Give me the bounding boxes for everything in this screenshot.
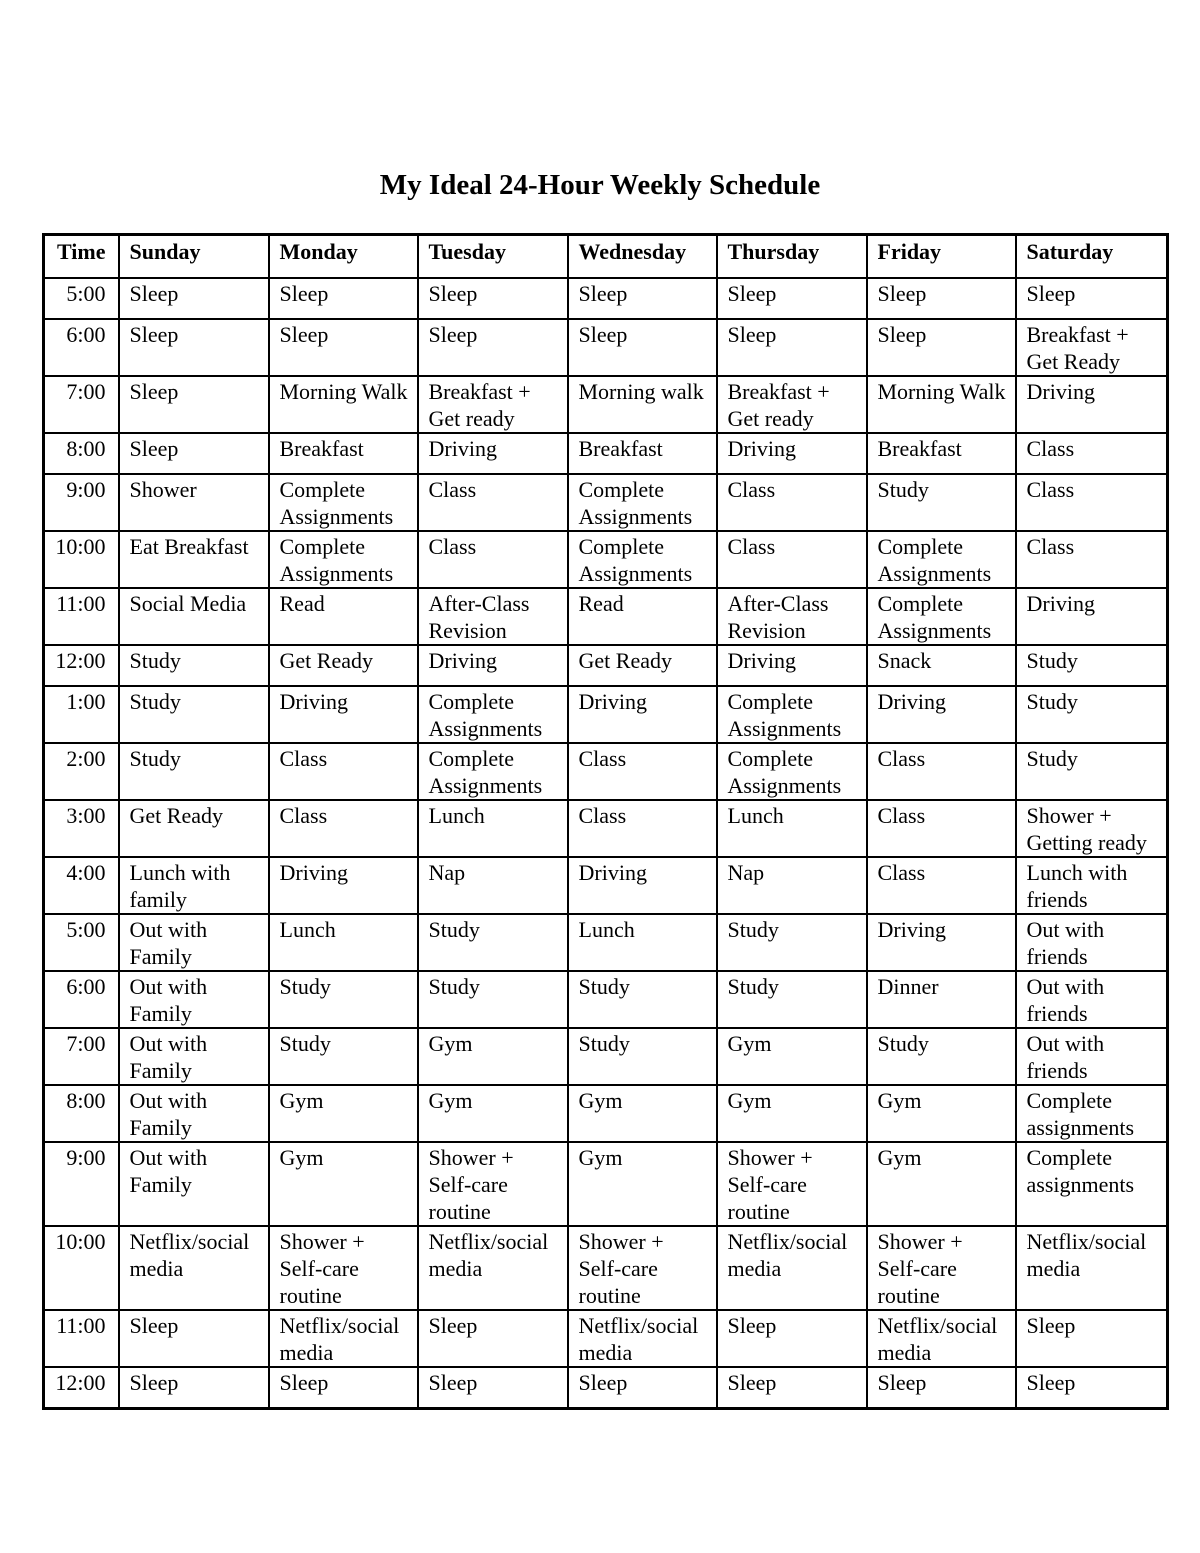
activity-cell-sunday: Out with Family [119, 971, 269, 1028]
activity-cell-friday: Gym [867, 1085, 1016, 1142]
schedule-table [42, 233, 1169, 1410]
activity-cell-wednesday: Sleep [568, 278, 717, 319]
activity-cell-thursday: Complete Assignments [717, 743, 867, 800]
activity-cell-sunday: Sleep [119, 319, 269, 376]
activity-cell-tuesday: Gym [418, 1028, 568, 1085]
table-row [44, 1142, 1168, 1226]
activity-cell-friday: Study [867, 474, 1016, 531]
column-header-friday: Friday [867, 235, 1016, 279]
time-cell: 9:00 [44, 1142, 119, 1226]
activity-cell-tuesday: Sleep [418, 1310, 568, 1367]
activity-cell-monday: Sleep [269, 278, 418, 319]
activity-cell-saturday: Driving [1016, 376, 1168, 433]
activity-cell-thursday: Sleep [717, 1367, 867, 1409]
activity-cell-thursday: Lunch [717, 800, 867, 857]
activity-cell-sunday: Sleep [119, 1367, 269, 1409]
activity-cell-saturday: Class [1016, 433, 1168, 474]
time-cell: 12:00 [44, 1367, 119, 1409]
table-row [44, 857, 1168, 914]
activity-cell-tuesday: Sleep [418, 278, 568, 319]
activity-cell-friday: Dinner [867, 971, 1016, 1028]
time-cell: 6:00 [44, 319, 119, 376]
activity-cell-sunday: Sleep [119, 1310, 269, 1367]
activity-cell-saturday: Complete assignments [1016, 1085, 1168, 1142]
time-cell: 11:00 [44, 588, 119, 645]
activity-cell-tuesday: Shower + Self-care routine [418, 1142, 568, 1226]
activity-cell-wednesday: Get Ready [568, 645, 717, 686]
activity-cell-friday: Snack [867, 645, 1016, 686]
activity-cell-monday: Breakfast [269, 433, 418, 474]
time-cell: 5:00 [44, 278, 119, 319]
activity-cell-thursday: Netflix/social media [717, 1226, 867, 1310]
activity-cell-wednesday: Morning walk [568, 376, 717, 433]
activity-cell-friday: Driving [867, 914, 1016, 971]
activity-cell-saturday: Study [1016, 645, 1168, 686]
table-row [44, 645, 1168, 686]
activity-cell-sunday: Out with Family [119, 1085, 269, 1142]
table-row [44, 1310, 1168, 1367]
activity-cell-saturday: Class [1016, 474, 1168, 531]
table-row [44, 319, 1168, 376]
activity-cell-friday: Complete Assignments [867, 588, 1016, 645]
activity-cell-monday: Get Ready [269, 645, 418, 686]
activity-cell-friday: Sleep [867, 319, 1016, 376]
activity-cell-saturday: Shower + Getting ready [1016, 800, 1168, 857]
time-cell: 4:00 [44, 857, 119, 914]
activity-cell-sunday: Lunch with family [119, 857, 269, 914]
activity-cell-monday: Shower + Self-care routine [269, 1226, 418, 1310]
time-cell: 11:00 [44, 1310, 119, 1367]
activity-cell-wednesday: Complete Assignments [568, 531, 717, 588]
table-row [44, 531, 1168, 588]
activity-cell-tuesday: Complete Assignments [418, 743, 568, 800]
time-cell: 7:00 [44, 1028, 119, 1085]
activity-cell-sunday: Netflix/social media [119, 1226, 269, 1310]
activity-cell-saturday: Complete assignments [1016, 1142, 1168, 1226]
activity-cell-thursday: Class [717, 474, 867, 531]
activity-cell-friday: Gym [867, 1142, 1016, 1226]
activity-cell-tuesday: After-Class Revision [418, 588, 568, 645]
activity-cell-tuesday: Study [418, 971, 568, 1028]
activity-cell-saturday: Sleep [1016, 1310, 1168, 1367]
activity-cell-wednesday: Read [568, 588, 717, 645]
activity-cell-thursday: Gym [717, 1085, 867, 1142]
activity-cell-monday: Class [269, 743, 418, 800]
activity-cell-thursday: Study [717, 971, 867, 1028]
activity-cell-monday: Netflix/social media [269, 1310, 418, 1367]
column-header-wednesday: Wednesday [568, 235, 717, 279]
activity-cell-tuesday: Nap [418, 857, 568, 914]
column-header-sunday: Sunday [119, 235, 269, 279]
activity-cell-wednesday: Gym [568, 1085, 717, 1142]
activity-cell-sunday: Study [119, 743, 269, 800]
time-cell: 6:00 [44, 971, 119, 1028]
column-header-monday: Monday [269, 235, 418, 279]
activity-cell-sunday: Eat Breakfast [119, 531, 269, 588]
activity-cell-wednesday: Study [568, 1028, 717, 1085]
activity-cell-thursday: Complete Assignments [717, 686, 867, 743]
activity-cell-wednesday: Driving [568, 857, 717, 914]
activity-cell-tuesday: Driving [418, 645, 568, 686]
activity-cell-saturday: Class [1016, 531, 1168, 588]
activity-cell-monday: Class [269, 800, 418, 857]
activity-cell-thursday: Driving [717, 645, 867, 686]
activity-cell-saturday: Sleep [1016, 1367, 1168, 1409]
activity-cell-tuesday: Driving [418, 433, 568, 474]
activity-cell-monday: Driving [269, 686, 418, 743]
activity-cell-tuesday: Complete Assignments [418, 686, 568, 743]
activity-cell-sunday: Study [119, 686, 269, 743]
activity-cell-wednesday: Complete Assignments [568, 474, 717, 531]
time-cell: 8:00 [44, 1085, 119, 1142]
time-cell: 5:00 [44, 914, 119, 971]
time-cell: 1:00 [44, 686, 119, 743]
column-header-time: Time [44, 235, 119, 279]
activity-cell-tuesday: Sleep [418, 1367, 568, 1409]
activity-cell-thursday: Nap [717, 857, 867, 914]
activity-cell-thursday: Driving [717, 433, 867, 474]
activity-cell-friday: Sleep [867, 278, 1016, 319]
activity-cell-saturday: Out with friends [1016, 971, 1168, 1028]
activity-cell-friday: Shower + Self-care routine [867, 1226, 1016, 1310]
activity-cell-wednesday: Breakfast [568, 433, 717, 474]
activity-cell-wednesday: Lunch [568, 914, 717, 971]
activity-cell-friday: Netflix/social media [867, 1310, 1016, 1367]
activity-cell-thursday: After-Class Revision [717, 588, 867, 645]
activity-cell-saturday: Out with friends [1016, 914, 1168, 971]
activity-cell-monday: Study [269, 1028, 418, 1085]
table-row [44, 800, 1168, 857]
activity-cell-friday: Class [867, 800, 1016, 857]
table-row [44, 433, 1168, 474]
column-header-saturday: Saturday [1016, 235, 1168, 279]
table-row [44, 914, 1168, 971]
table-row [44, 376, 1168, 433]
activity-cell-monday: Gym [269, 1142, 418, 1226]
time-cell: 7:00 [44, 376, 119, 433]
column-header-tuesday: Tuesday [418, 235, 568, 279]
activity-cell-sunday: Shower [119, 474, 269, 531]
activity-cell-sunday: Out with Family [119, 1142, 269, 1226]
activity-cell-sunday: Out with Family [119, 1028, 269, 1085]
activity-cell-tuesday: Netflix/social media [418, 1226, 568, 1310]
time-cell: 8:00 [44, 433, 119, 474]
activity-cell-tuesday: Gym [418, 1085, 568, 1142]
time-cell: 10:00 [44, 531, 119, 588]
activity-cell-saturday: Study [1016, 686, 1168, 743]
activity-cell-sunday: Get Ready [119, 800, 269, 857]
activity-cell-friday: Class [867, 857, 1016, 914]
activity-cell-sunday: Social Media [119, 588, 269, 645]
activity-cell-wednesday: Netflix/social media [568, 1310, 717, 1367]
activity-cell-tuesday: Class [418, 474, 568, 531]
activity-cell-monday: Study [269, 971, 418, 1028]
activity-cell-thursday: Sleep [717, 1310, 867, 1367]
time-cell: 9:00 [44, 474, 119, 531]
activity-cell-monday: Lunch [269, 914, 418, 971]
activity-cell-friday: Complete Assignments [867, 531, 1016, 588]
activity-cell-thursday: Shower + Self-care routine [717, 1142, 867, 1226]
activity-cell-friday: Breakfast [867, 433, 1016, 474]
activity-cell-wednesday: Class [568, 743, 717, 800]
activity-cell-friday: Study [867, 1028, 1016, 1085]
activity-cell-tuesday: Sleep [418, 319, 568, 376]
table-row [44, 686, 1168, 743]
time-cell: 3:00 [44, 800, 119, 857]
activity-cell-saturday: Netflix/social media [1016, 1226, 1168, 1310]
schedule-body [44, 278, 1168, 1409]
table-row [44, 278, 1168, 319]
table-row [44, 743, 1168, 800]
activity-cell-monday: Driving [269, 857, 418, 914]
activity-cell-saturday: Out with friends [1016, 1028, 1168, 1085]
activity-cell-saturday: Breakfast + Get Ready [1016, 319, 1168, 376]
activity-cell-thursday: Breakfast + Get ready [717, 376, 867, 433]
activity-cell-thursday: Sleep [717, 319, 867, 376]
time-cell: 2:00 [44, 743, 119, 800]
activity-cell-saturday: Study [1016, 743, 1168, 800]
activity-cell-thursday: Class [717, 531, 867, 588]
table-row [44, 1028, 1168, 1085]
activity-cell-sunday: Study [119, 645, 269, 686]
activity-cell-wednesday: Shower + Self-care routine [568, 1226, 717, 1310]
activity-cell-thursday: Study [717, 914, 867, 971]
activity-cell-saturday: Driving [1016, 588, 1168, 645]
activity-cell-wednesday: Study [568, 971, 717, 1028]
table-row [44, 474, 1168, 531]
activity-cell-friday: Morning Walk [867, 376, 1016, 433]
activity-cell-friday: Driving [867, 686, 1016, 743]
time-cell: 10:00 [44, 1226, 119, 1310]
activity-cell-monday: Sleep [269, 319, 418, 376]
activity-cell-tuesday: Lunch [418, 800, 568, 857]
activity-cell-monday: Complete Assignments [269, 474, 418, 531]
table-row [44, 1367, 1168, 1409]
activity-cell-wednesday: Driving [568, 686, 717, 743]
activity-cell-monday: Complete Assignments [269, 531, 418, 588]
page-title: My Ideal 24-Hour Weekly Schedule [379, 169, 821, 201]
activity-cell-wednesday: Gym [568, 1142, 717, 1226]
activity-cell-monday: Read [269, 588, 418, 645]
time-cell: 12:00 [44, 645, 119, 686]
activity-cell-monday: Gym [269, 1085, 418, 1142]
activity-cell-tuesday: Class [418, 531, 568, 588]
activity-cell-sunday: Sleep [119, 433, 269, 474]
activity-cell-thursday: Sleep [717, 278, 867, 319]
activity-cell-monday: Sleep [269, 1367, 418, 1409]
activity-cell-thursday: Gym [717, 1028, 867, 1085]
table-row [44, 1085, 1168, 1142]
activity-cell-wednesday: Sleep [568, 1367, 717, 1409]
column-header-thursday: Thursday [717, 235, 867, 279]
activity-cell-monday: Morning Walk [269, 376, 418, 433]
activity-cell-friday: Sleep [867, 1367, 1016, 1409]
activity-cell-wednesday: Class [568, 800, 717, 857]
activity-cell-sunday: Out with Family [119, 914, 269, 971]
table-row [44, 971, 1168, 1028]
activity-cell-friday: Class [867, 743, 1016, 800]
table-row [44, 1226, 1168, 1310]
activity-cell-tuesday: Breakfast + Get ready [418, 376, 568, 433]
activity-cell-tuesday: Study [418, 914, 568, 971]
activity-cell-sunday: Sleep [119, 376, 269, 433]
table-row [44, 588, 1168, 645]
activity-cell-sunday: Sleep [119, 278, 269, 319]
activity-cell-saturday: Sleep [1016, 278, 1168, 319]
header-row [44, 235, 1168, 279]
activity-cell-wednesday: Sleep [568, 319, 717, 376]
activity-cell-saturday: Lunch with friends [1016, 857, 1168, 914]
